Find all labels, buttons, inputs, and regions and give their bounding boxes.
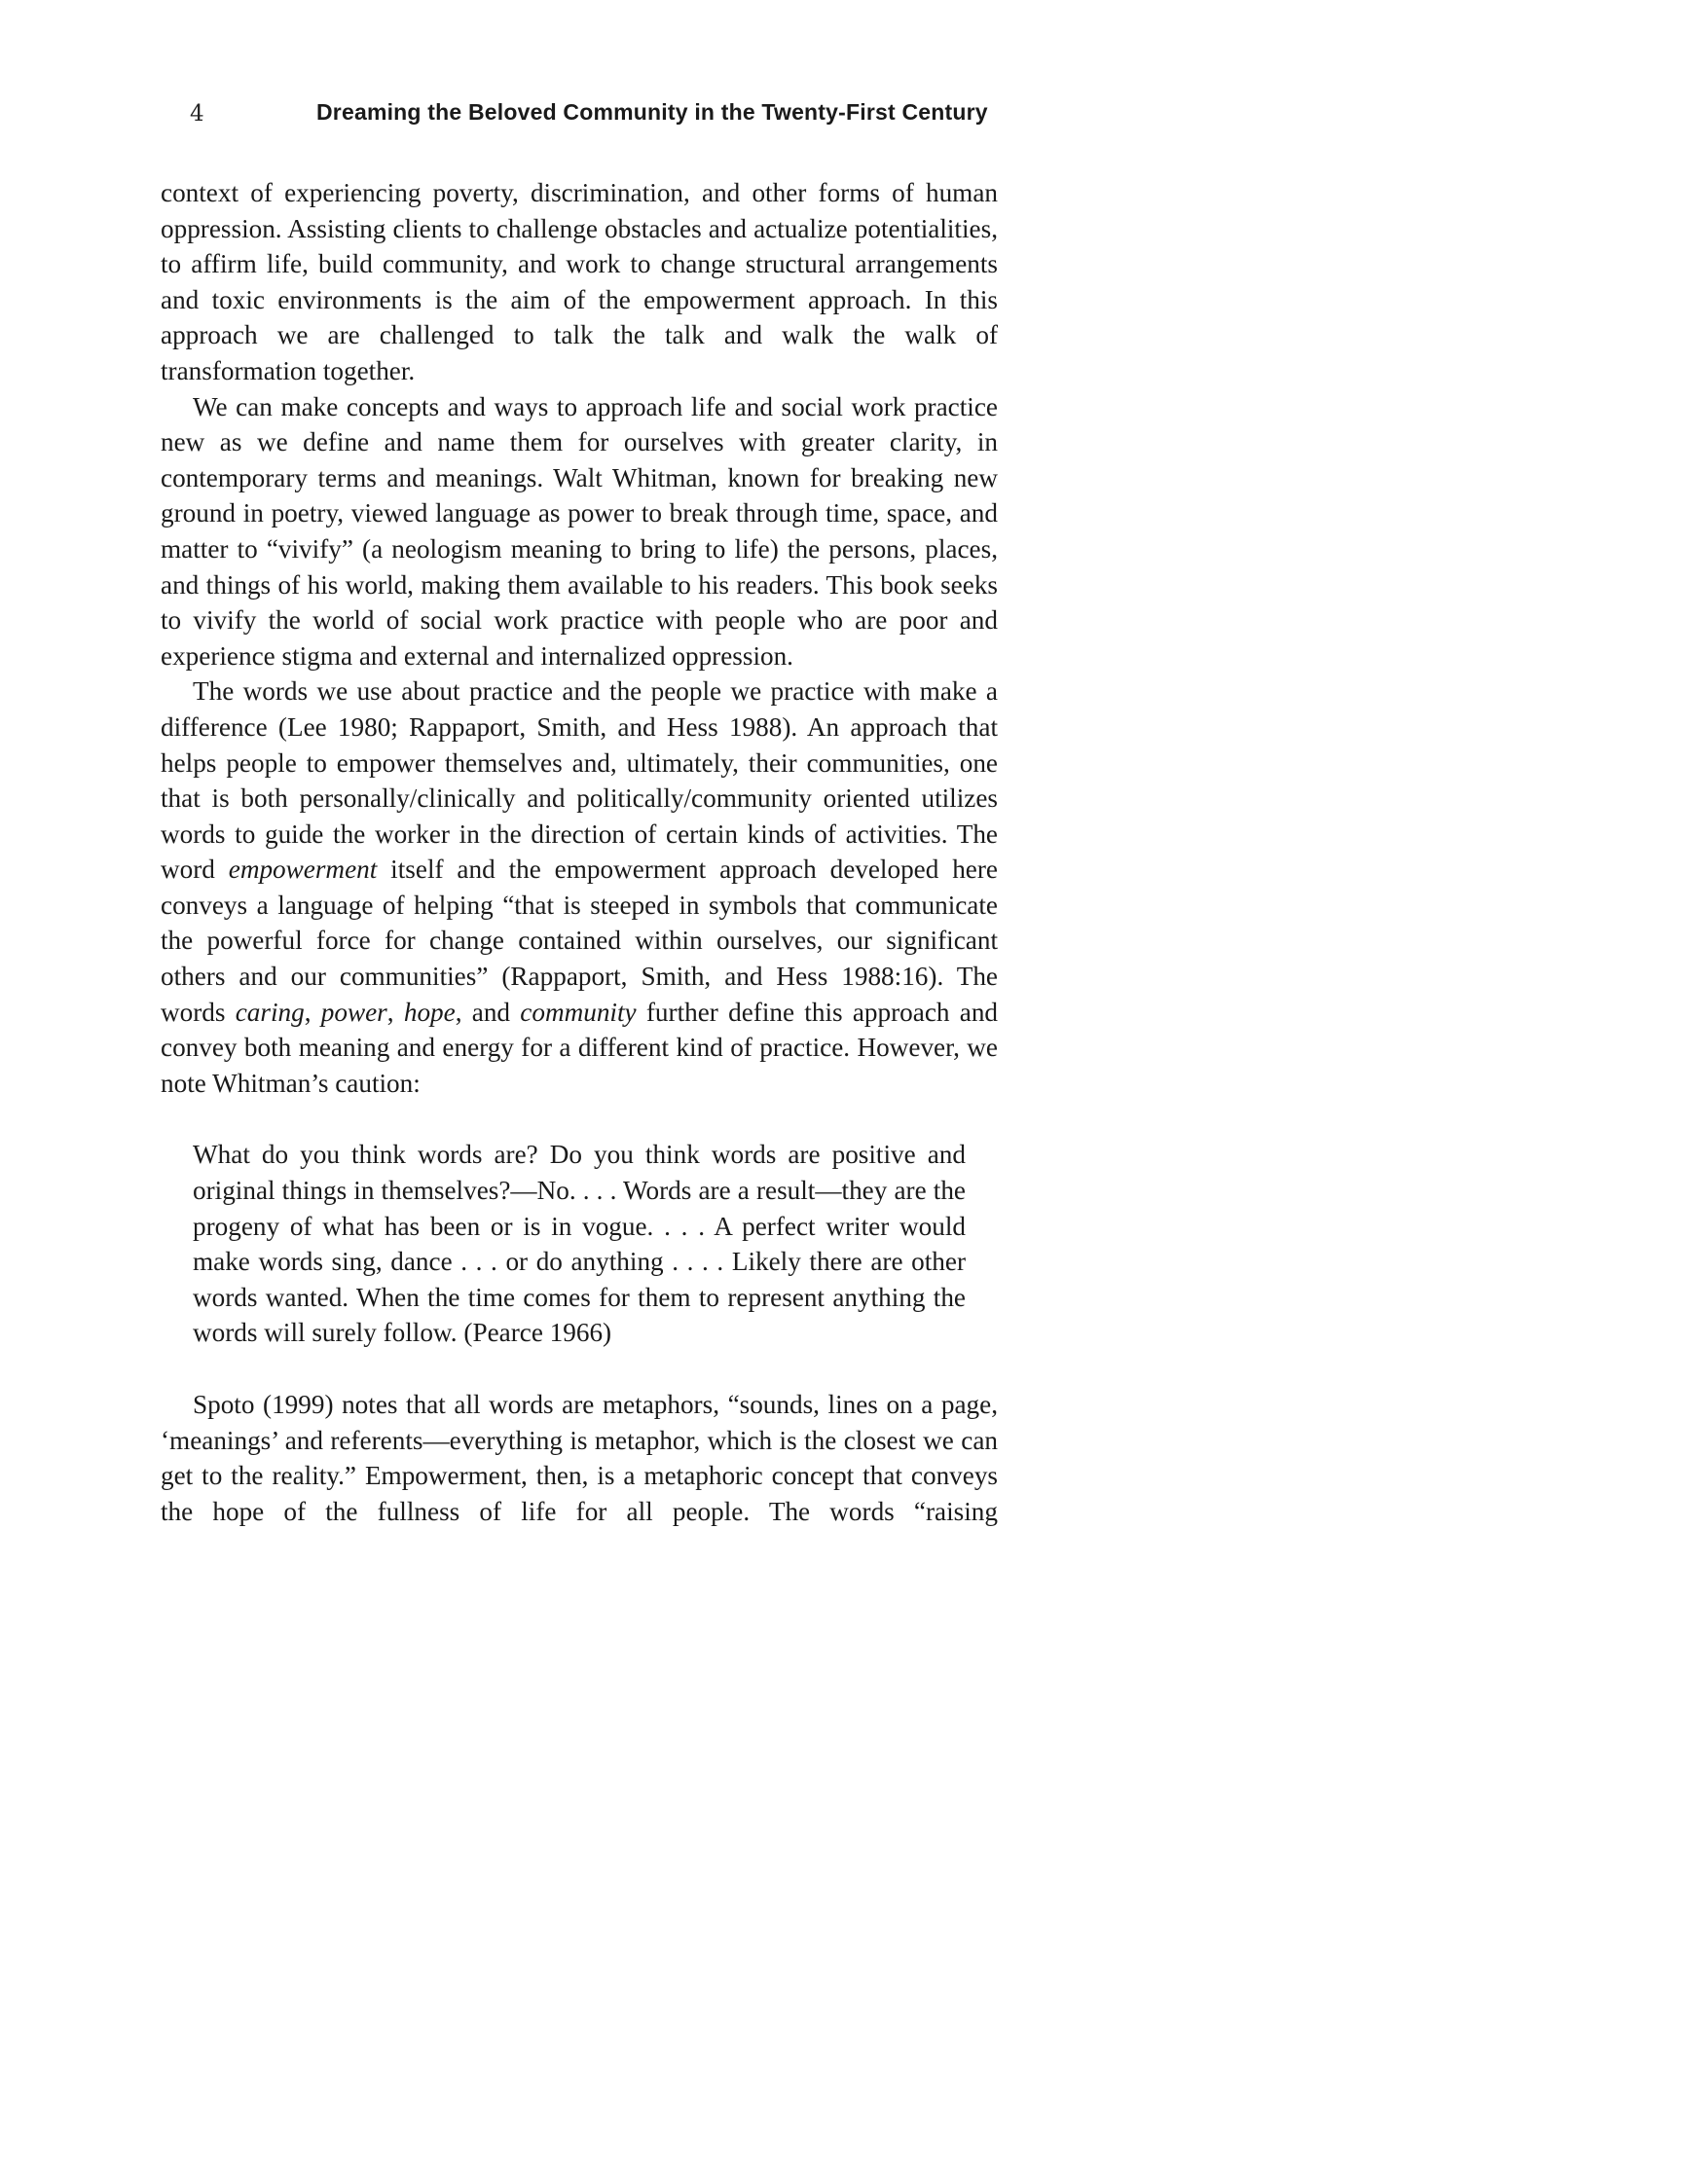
emphasis-empowerment: empowerment — [228, 855, 378, 885]
paragraph-1: context of experiencing poverty, discrimination, and other forms of human oppression. Assisting clients to challenge obstacles and actualize potentialities, to affirm life, build community, and work to change structural arrangements and toxic environments is the aim of the empowerment approach. In this approach we are challenged to talk the talk and walk the walk of transformation together. — [161, 178, 998, 385]
emphasis-hope: hope — [403, 997, 456, 1027]
separator: , — [304, 997, 321, 1027]
paragraph-3 — [161, 673, 998, 1101]
paragraph-2: We can make concepts and ways to approach life and social work practice new as we define and name them for ourselves with greater clarity, in contemporary terms and meanings. Walt Whitman, known for breaking new ground in poetry, viewed language as power to break through time, space, and matter to “vivify” (a neologism meaning to bring to life) the persons, places, and things of his world, making them available to his readers. This book seeks to vivify the world of social work practice with people who are poor and experience stigma and external and internalized oppression. — [161, 391, 998, 671]
block-quote: What do you think words are? Do you think words are positive and original things in themselves?—No. . . . Words are a result—they are the progeny of what has been or is in vogue. . . . A perfect writer would make words sing, dance . . . or do anything . . . . Likely there are other words wanted. When the time comes for them to represent anything the words will surely follow. (Pearce 1966) — [193, 1140, 966, 1348]
emphasis-caring: caring — [235, 997, 305, 1027]
paragraph-3-text-b: itself and the empowerment approach developed here conveys a language of helping “that is steeped in symbols that communicate the powerful force for change contained within ourselves, our significant others and our communities” (Rappaport, Smith, and Hess 1988:16). The words — [161, 855, 998, 1027]
separator: , — [386, 997, 404, 1027]
emphasis-power: power — [320, 997, 387, 1027]
emphasis-community: community — [520, 997, 637, 1027]
body-text — [161, 175, 998, 1529]
paragraph-3-text-c: further define this approach and convey both meaning and energy for a different kind of practice. However, we note Whitman’s caution: — [161, 997, 999, 1098]
paragraph-3-text-a: The words we use about practice and the people we practice with make a difference (Lee 1980; Rappaport, Smith, and Hess 1988). An approach that helps people to empower themselves and, ultimately, their communities, one that is both personally/clinically and politically/community oriented utilizes words to guide the worker in the direction of certain kinds of activities. The word — [161, 676, 998, 885]
separator: , and — [455, 997, 521, 1027]
running-head: Dreaming the Beloved Community in the Twenty-First Century — [316, 99, 988, 125]
page-number: 4 — [190, 101, 204, 127]
page-header — [190, 97, 988, 136]
paragraph-4: Spoto (1999) notes that all words are metaphors, “sounds, lines on a page, ‘meanings’ and referents—everything is metaphor, which is the closest we can get to the reality.” Empowerment, then, is a metaphoric concept that conveys the hope of the fullness of life for all people. The words “raising — [161, 1390, 998, 1526]
